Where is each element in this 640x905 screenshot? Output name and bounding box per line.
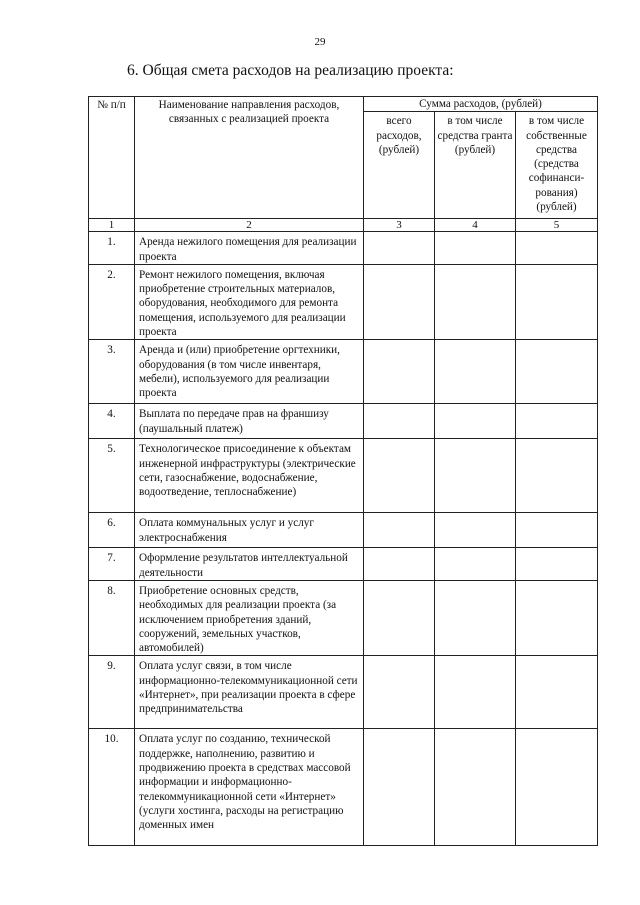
row-number: 1. [89, 232, 135, 265]
column-number: 4 [435, 219, 516, 232]
expense-name: Оформление результатов интеллектуальной деятельности [135, 548, 364, 581]
column-number: 2 [135, 219, 364, 232]
own-cell [516, 580, 598, 655]
total-cell [364, 439, 435, 513]
row-number: 2. [89, 264, 135, 339]
grant-cell [435, 656, 516, 729]
own-cell [516, 404, 598, 439]
expense-name: Технологическое присоединение к объектам инженерной инфраструктуры (электрические сети, газоснабжение, водоснабжение, водоотведение, теплоснабжение) [135, 439, 364, 513]
expense-name: Аренда и (или) приобретение оргтехники, оборудования (в том числе инвентаря, мебели), используемого для реализации проекта [135, 340, 364, 404]
grant-cell [435, 439, 516, 513]
total-cell [364, 264, 435, 339]
own-cell [516, 439, 598, 513]
expense-name: Выплата по передаче прав на франшизу (паушальный платеж) [135, 404, 364, 439]
row-number: 3. [89, 340, 135, 404]
table-row [89, 264, 598, 339]
grant-cell [435, 580, 516, 655]
total-cell [364, 513, 435, 548]
column-number: 5 [516, 219, 598, 232]
grant-cell [435, 729, 516, 846]
header-grant: в том числе средства гранта (рублей) [435, 112, 516, 219]
own-cell [516, 264, 598, 339]
own-cell [516, 548, 598, 581]
row-number: 5. [89, 439, 135, 513]
expense-name: Ремонт нежилого помещения, включая приобретение строительных материалов, оборудования, необходимого для ремонта помещения, используемого для реализации проекта [135, 264, 364, 339]
total-cell [364, 548, 435, 581]
table-row [89, 656, 598, 729]
column-number: 3 [364, 219, 435, 232]
table-row [89, 729, 598, 846]
expense-name: Приобретение основных средств, необходимых для реализации проекта (за исключением приобретения зданий, сооружений, земельных участков, автомобилей) [135, 580, 364, 655]
grant-cell [435, 513, 516, 548]
total-cell [364, 580, 435, 655]
header-total: всего расходов, (рублей) [364, 112, 435, 219]
grant-cell [435, 404, 516, 439]
total-cell [364, 232, 435, 265]
column-number-row [89, 219, 598, 232]
total-cell [364, 729, 435, 846]
total-cell [364, 656, 435, 729]
header-own: в том числе собственные средства (средства софинанси-рования) (рублей) [516, 112, 598, 219]
expense-name: Оплата услуг по созданию, технической поддержке, наполнению, развитию и продвижению проекта в средствах массовой информации и информационно-телекоммуникационной сети «Интернет» (услуги хостинга, расходы на регистрацию доменных имен [135, 729, 364, 846]
expense-name: Оплата коммунальных услуг и услуг электроснабжения [135, 513, 364, 548]
header-sum-group: Сумма расходов, (рублей) [364, 97, 598, 112]
total-cell [364, 340, 435, 404]
budget-table [88, 96, 598, 846]
total-cell [364, 404, 435, 439]
table-row [89, 340, 598, 404]
table-row [89, 513, 598, 548]
expense-name: Аренда нежилого помещения для реализации проекта [135, 232, 364, 265]
own-cell [516, 729, 598, 846]
row-number: 6. [89, 513, 135, 548]
table-body [89, 232, 598, 846]
table-row [89, 232, 598, 265]
own-cell [516, 232, 598, 265]
row-number: 7. [89, 548, 135, 581]
grant-cell [435, 548, 516, 581]
section-title: 6. Общая смета расходов на реализацию проекта: [127, 62, 454, 79]
grant-cell [435, 264, 516, 339]
row-number: 8. [89, 580, 135, 655]
column-number: 1 [89, 219, 135, 232]
expense-name: Оплата услуг связи, в том числе информационно-телекоммуникационной сети «Интернет», при реализации проекта в сфере предпринимательства [135, 656, 364, 729]
own-cell [516, 340, 598, 404]
table-row [89, 439, 598, 513]
page-number: 29 [314, 36, 326, 48]
grant-cell [435, 340, 516, 404]
header-row-group [89, 97, 598, 112]
row-number: 10. [89, 729, 135, 846]
row-number: 9. [89, 656, 135, 729]
table-row [89, 548, 598, 581]
table-row [89, 580, 598, 655]
grant-cell [435, 232, 516, 265]
own-cell [516, 656, 598, 729]
header-num: № п/п [89, 97, 135, 219]
header-name: Наименование направления расходов, связанных с реализацией проекта [135, 97, 364, 219]
table-row [89, 404, 598, 439]
row-number: 4. [89, 404, 135, 439]
own-cell [516, 513, 598, 548]
